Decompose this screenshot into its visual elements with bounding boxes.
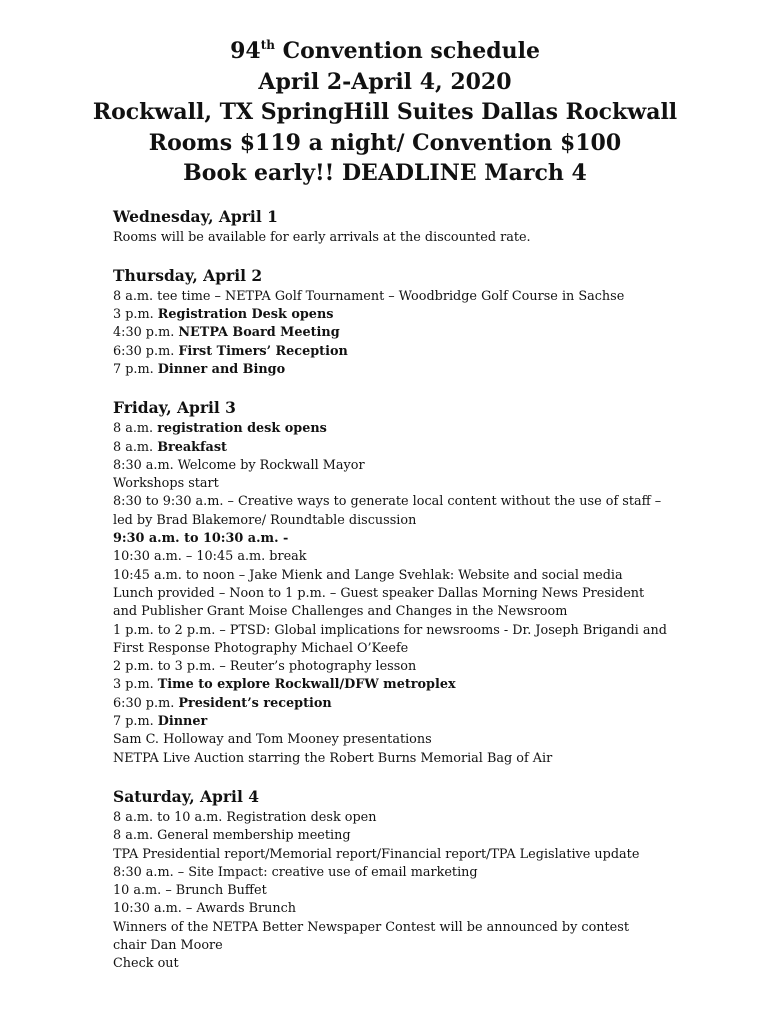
header-deadline: Book early!! DEADLINE March 4: [183, 160, 587, 186]
entry-highlight: First Timers’ Reception: [178, 343, 348, 359]
schedule-entry: [113, 420, 680, 438]
entry-text: 1 p.m. to 2 p.m. – PTSD: Global implications for newsrooms - Dr. Joseph Brigandi and: [113, 622, 667, 638]
day-section: [113, 787, 680, 974]
entry-text: 6:30 p.m.: [113, 695, 179, 711]
entry-text: 8 a.m. General membership meeting: [113, 828, 351, 844]
entry-text: 8 a.m. tee time – NETPA Golf Tournament – Woodbridge Golf Course in Sachse: [113, 288, 625, 304]
document-header: [90, 36, 680, 189]
schedule-entry: [113, 827, 680, 845]
entry-text: TPA Presidential report/Memorial report/Financial report/TPA Legislative update: [113, 846, 640, 862]
header-location: Rockwall, TX SpringHill Suites Dallas Rockwall: [92, 99, 678, 125]
day-title: Saturday, April 4: [113, 786, 260, 806]
day-title: Friday, April 3: [113, 398, 236, 418]
entry-highlight: 9:30 a.m. to 10:30 a.m. -: [113, 531, 289, 547]
header-dates: April 2-April 4, 2020: [258, 68, 512, 95]
schedule-entry: [113, 900, 680, 918]
schedule-entry: [113, 306, 680, 324]
header-ordinal-suffix: th: [260, 38, 275, 52]
entry-text: Check out: [113, 956, 179, 972]
entry-text: 3 p.m.: [113, 307, 158, 323]
schedule-entry: [113, 585, 680, 603]
schedule-entry: [113, 731, 680, 749]
entry-text: 10:30 a.m. – Awards Brunch: [113, 901, 296, 917]
schedule-entry: [113, 695, 680, 713]
entry-text: Workshops start: [113, 476, 219, 492]
schedule-entry: [113, 475, 680, 493]
entry-highlight: registration desk opens: [157, 421, 327, 437]
schedule-entry: [113, 288, 680, 306]
day-section: [113, 207, 680, 247]
entry-text: 8 a.m. to 10 a.m. Registration desk open: [113, 809, 377, 825]
entry-text: led by Brad Blakemore/ Roundtable discussion: [113, 512, 417, 528]
entry-text: chair Dan Moore: [113, 938, 223, 953]
entry-text: 10:45 a.m. to noon – Jake Mienk and Lange Svehlak: Website and social media: [113, 567, 623, 583]
schedule-entry: [113, 676, 680, 694]
schedule-entry: [113, 229, 680, 247]
entry-text: 7 p.m.: [113, 714, 158, 730]
schedule-entry: [113, 640, 680, 658]
schedule-entry: [113, 512, 680, 530]
day-title: Wednesday, April 1: [113, 206, 278, 226]
entry-highlight: NETPA Board Meeting: [178, 325, 340, 341]
schedule-entry: [113, 955, 680, 973]
schedule-entry: [113, 809, 680, 827]
day-title: Thursday, April 2: [113, 265, 263, 285]
entry-text: NETPA Live Auction starring the Robert Burns Memorial Bag of Air: [113, 750, 553, 766]
header-pricing: Rooms $119 a night/ Convention $100: [148, 129, 622, 156]
schedule-entry: [113, 567, 680, 585]
schedule-entry: [113, 493, 680, 511]
entry-highlight: Dinner and Bingo: [157, 361, 286, 377]
entry-text: 2 p.m. to 3 p.m. – Reuter’s photography lesson: [113, 659, 417, 675]
entry-text: 8 a.m.: [113, 439, 158, 455]
schedule-entry: [113, 919, 680, 937]
entry-highlight: President’s reception: [178, 695, 332, 711]
entry-text: 8:30 to 9:30 a.m. – Creative ways to generate local content without the use of staff –: [113, 494, 662, 510]
schedule-entry: [113, 530, 680, 548]
entry-text: and Publisher Grant Moise Challenges and Changes in the Newsroom: [113, 604, 568, 620]
schedule-entry: [113, 457, 680, 475]
header-edition-number: 94: [230, 38, 261, 64]
header-title-text: Convention schedule: [274, 38, 540, 64]
header-title-line: [90, 36, 680, 67]
entry-text: 3 p.m.: [113, 677, 158, 693]
entry-highlight: Dinner: [157, 714, 208, 730]
entry-text: Lunch provided – Noon to 1 p.m. – Guest speaker Dallas Morning News President: [113, 585, 645, 601]
schedule-entry: [113, 750, 680, 768]
entry-highlight: Breakfast: [157, 439, 227, 455]
schedule-entry: [113, 882, 680, 900]
entry-text: 8:30 a.m. Welcome by Rockwall Mayor: [113, 457, 365, 473]
entry-text: Winners of the NETPA Better Newspaper Contest will be announced by contest: [113, 919, 629, 935]
schedule-entry: [113, 864, 680, 882]
entry-text: 8:30 a.m. – Site Impact: creative use of email marketing: [113, 864, 478, 880]
entry-text: 7 p.m.: [113, 361, 158, 377]
entry-text: Sam C. Holloway and Tom Mooney presentations: [113, 732, 432, 748]
entry-text: 6:30 p.m.: [113, 343, 179, 359]
schedule-entry: [113, 603, 680, 621]
schedule-entry: [113, 343, 680, 361]
schedule-entry: [113, 713, 680, 731]
entry-highlight: Time to explore Rockwall/DFW metroplex: [157, 677, 456, 693]
day-section: [113, 398, 680, 768]
schedule-entry: [113, 937, 680, 955]
day-section: [113, 266, 680, 379]
schedule-entry: [113, 324, 680, 342]
entry-text: 4:30 p.m.: [113, 325, 179, 341]
entry-text: 10 a.m. – Brunch Buffet: [113, 883, 267, 899]
schedule-entry: [113, 658, 680, 676]
schedule-entry: [113, 548, 680, 566]
entry-text: 8 a.m.: [113, 421, 158, 437]
schedule: [113, 207, 680, 974]
schedule-entry: [113, 622, 680, 640]
entry-text: First Response Photography Michael O’Keefe: [113, 640, 409, 656]
entry-text: 10:30 a.m. – 10:45 a.m. break: [113, 549, 307, 565]
entry-highlight: Registration Desk opens: [157, 307, 334, 323]
schedule-entry: [113, 439, 680, 457]
schedule-entry: [113, 846, 680, 864]
schedule-entry: [113, 361, 680, 379]
entry-text: Rooms will be available for early arrivals at the discounted rate.: [113, 229, 531, 245]
